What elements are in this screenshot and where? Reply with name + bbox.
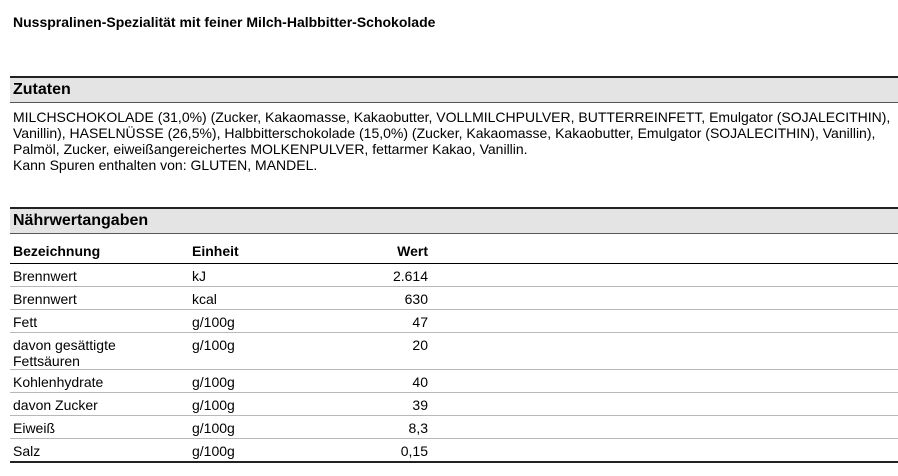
table-row xyxy=(10,439,898,463)
table-row xyxy=(10,333,898,370)
table-row xyxy=(10,264,898,287)
row-value: 0,15 xyxy=(400,443,428,459)
row-unit: g/100g xyxy=(192,420,235,436)
product-title: Nusspralinen-Spezialität mit feiner Milch-Halbbitter-Schokolade xyxy=(13,14,436,30)
row-unit: g/100g xyxy=(192,397,235,413)
row-unit: g/100g xyxy=(192,314,235,330)
row-unit: kcal xyxy=(192,291,217,307)
allergen-note: Kann Spuren enthalten von: GLUTEN, MANDEL. xyxy=(13,157,318,173)
row-name: Salz xyxy=(13,443,41,459)
row-value: 39 xyxy=(412,397,428,413)
row-value: 47 xyxy=(412,314,428,330)
row-value: 40 xyxy=(412,374,428,390)
row-name: davon Zucker xyxy=(13,397,98,413)
ingredients-section-header xyxy=(10,76,898,103)
ingredients-heading: Zutaten xyxy=(13,81,71,98)
row-unit: g/100g xyxy=(192,337,235,353)
nutrition-table xyxy=(10,239,898,463)
table-row xyxy=(10,393,898,416)
column-header-value: Wert xyxy=(397,243,428,259)
table-row xyxy=(10,310,898,333)
column-header-unit: Einheit xyxy=(192,243,239,259)
row-unit: g/100g xyxy=(192,374,235,390)
row-name: Fett xyxy=(13,314,38,330)
row-name: Brennwert xyxy=(13,291,77,307)
row-name: Kohlenhydrate xyxy=(13,374,104,390)
row-value: 8,3 xyxy=(408,420,428,436)
ingredients-text: MILCHSCHOKOLADE (31,0%) (Zucker, Kakaomasse, Kakaobutter, VOLLMILCHPULVER, BUTTERREINFETT, Emulgator (SOJALECITHIN), Vanillin), HASELNÜSSE (26,5%), Halbbitterschokolade (15,0%) (Zucker, Kakaomasse, Kakaobutter, Emulgator (SOJALECITHIN), Vanillin), Palmöl, Zucker, eiweißangereichertes MOLKENPULVER, fettarmer Kakao, Vanillin. xyxy=(13,109,891,157)
nutrition-section-header xyxy=(10,207,898,234)
row-name: Brennwert xyxy=(13,268,77,284)
row-name: davon gesättigte Fettsäuren xyxy=(13,337,116,369)
row-value: 2.614 xyxy=(392,268,428,284)
row-value: 630 xyxy=(404,291,428,307)
row-unit: g/100g xyxy=(192,443,235,459)
ingredients-block xyxy=(13,109,893,173)
row-unit: kJ xyxy=(192,268,206,284)
table-row xyxy=(10,416,898,439)
table-row xyxy=(10,287,898,310)
column-header-name: Bezeichnung xyxy=(13,243,101,259)
table-row xyxy=(10,370,898,393)
row-value: 20 xyxy=(412,337,428,353)
nutrition-heading: Nährwertangaben xyxy=(13,212,149,229)
nutrition-table-header xyxy=(10,239,898,264)
row-name: Eiweiß xyxy=(13,420,56,436)
